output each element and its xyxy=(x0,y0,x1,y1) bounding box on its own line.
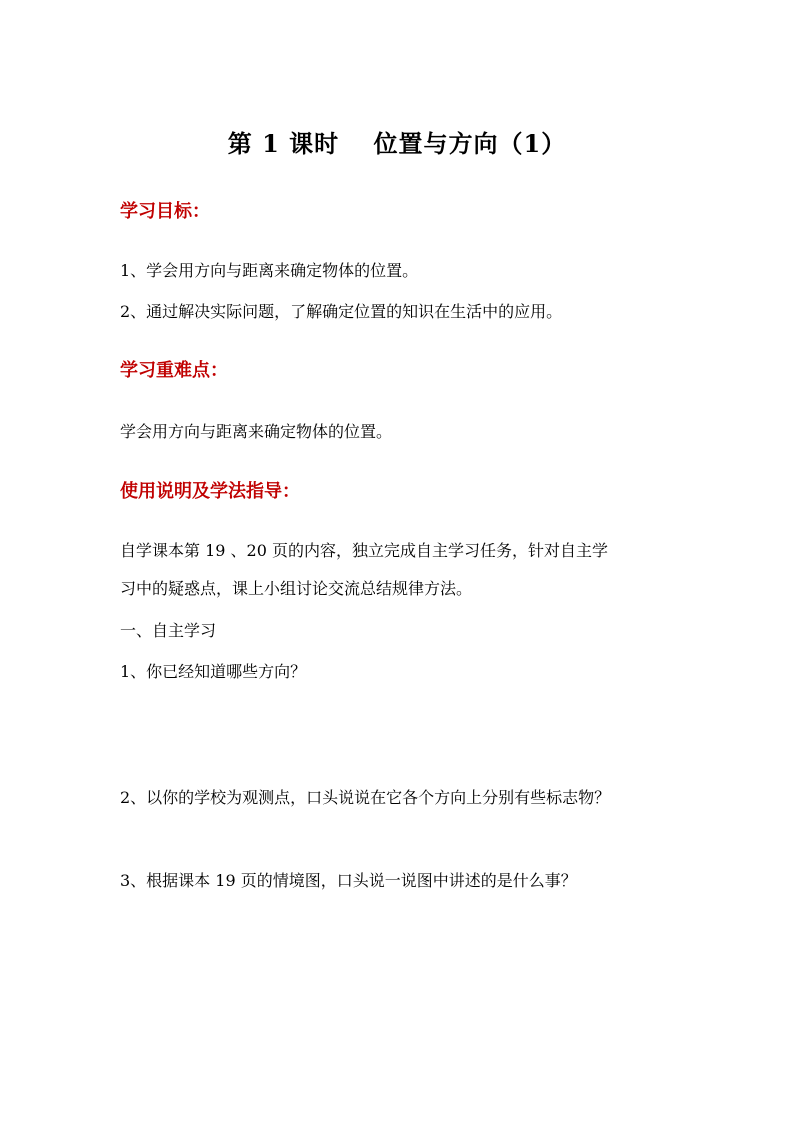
goal-item-2: 2、通过解决实际问题，了解确定位置的知识在生活中的应用。 xyxy=(120,302,563,321)
question-2: 2、以你的学校为观测点，口头说说在它各个方向上分别有些标志物？ xyxy=(120,788,611,807)
key-points-text: 学会用方向与距离来确定物体的位置。 xyxy=(120,422,393,441)
key-points-heading: 学习重难点： xyxy=(120,360,228,381)
instructions-heading: 使用说明及学法指导： xyxy=(120,481,300,502)
instructions-line-1: 自学课本第 19 、20 页的内容，独立完成自主学习任务，针对自主学 xyxy=(120,541,608,560)
question-3: 3、根据课本 19 页的情境图，口头说一说图中讲述的是什么事？ xyxy=(120,871,577,890)
page-title: 第 1 课时 位置与方向（1） xyxy=(227,129,567,158)
self-study-heading: 一、自主学习 xyxy=(120,621,217,640)
goal-item-1: 1、学会用方向与距离来确定物体的位置。 xyxy=(120,261,419,280)
instructions-line-2: 习中的疑惑点，课上小组讨论交流总结规律方法。 xyxy=(120,579,473,598)
goals-heading: 学习目标： xyxy=(120,201,210,222)
question-1: 1、你已经知道哪些方向？ xyxy=(120,662,307,681)
